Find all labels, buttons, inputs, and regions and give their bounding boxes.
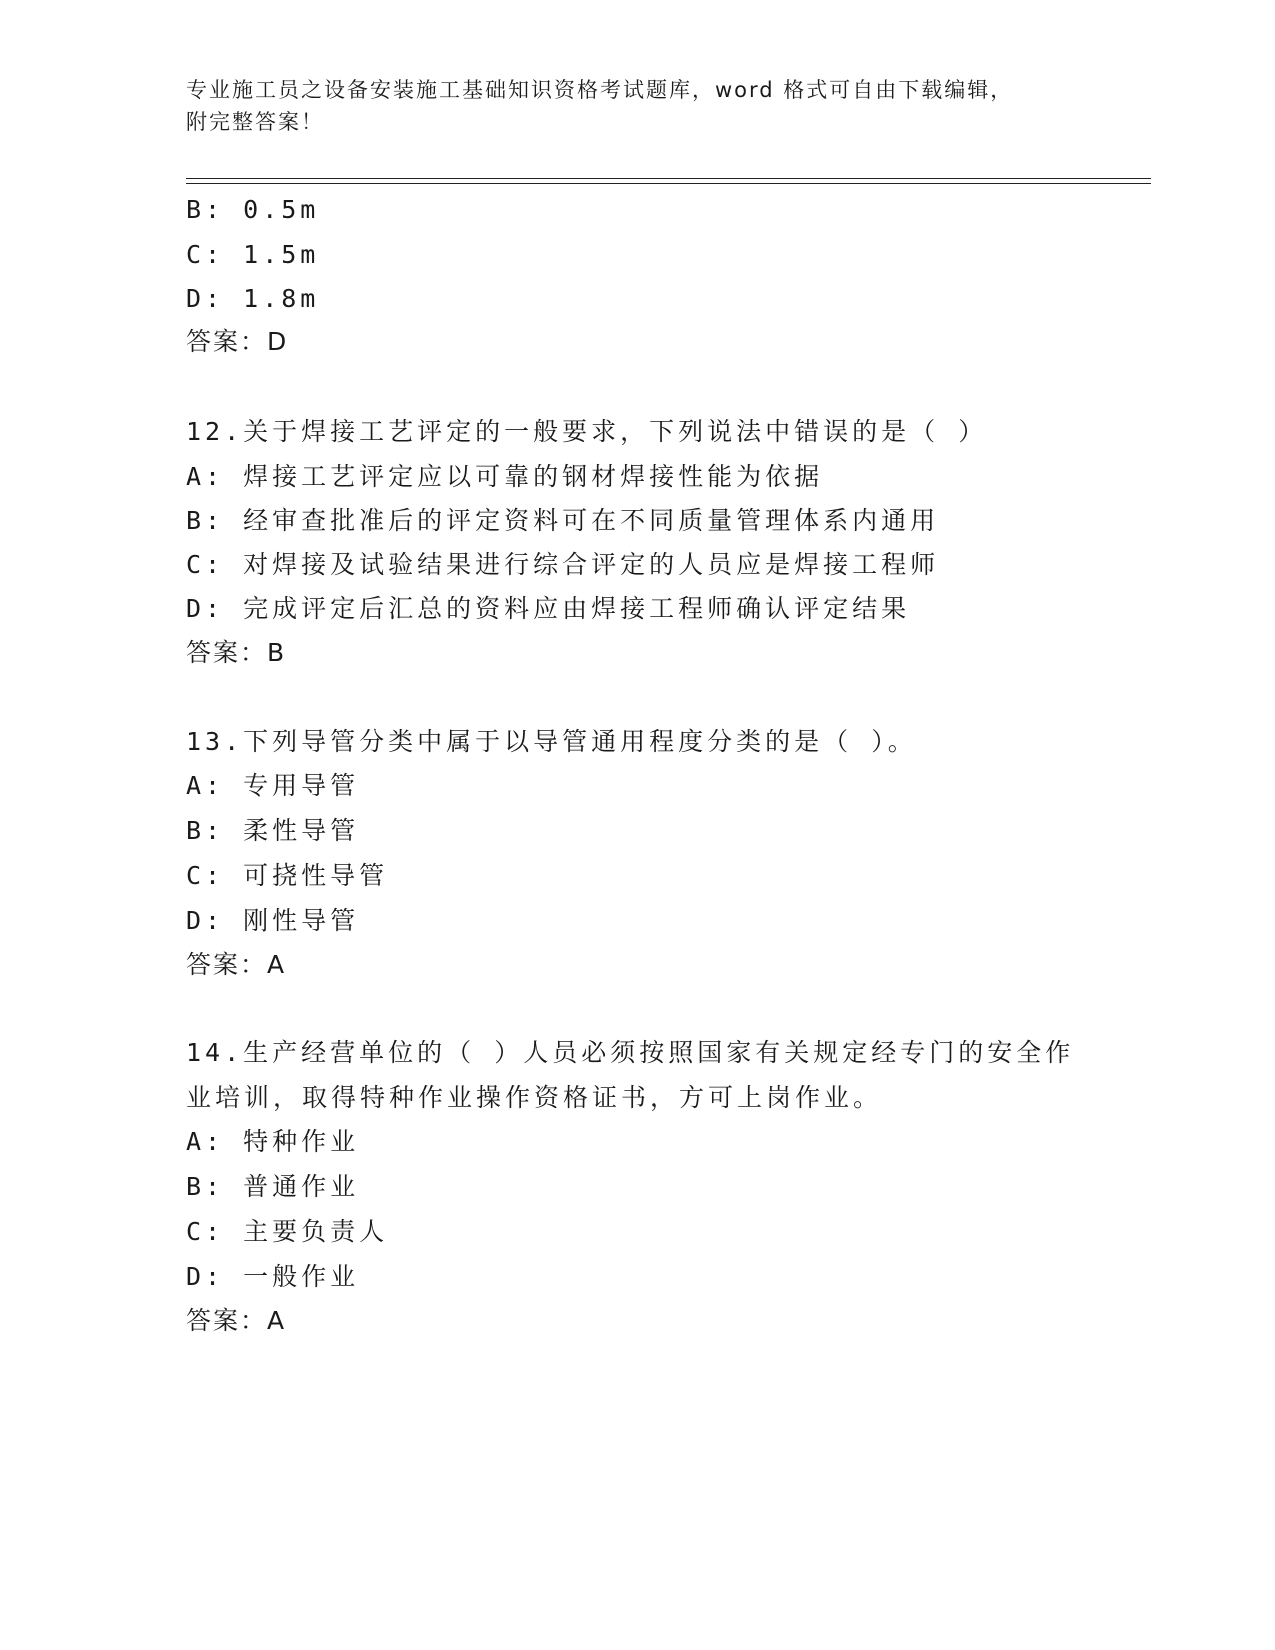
q12-option-b: B: 经审查批准后的评定资料可在不同质量管理体系内通用	[186, 506, 940, 535]
header-rule-bottom	[186, 183, 1151, 184]
question-14-line-2: 业培训，取得特种作业操作资格证书，方可上岗作业。	[186, 1083, 883, 1112]
question-12: 12.关于焊接工艺评定的一般要求，下列说法中错误的是（ ）	[186, 417, 988, 446]
q12-option-d: D: 完成评定后汇总的资料应由焊接工程师确认评定结果	[186, 594, 911, 623]
q13-option-d: D: 刚性导管	[186, 906, 360, 935]
question-13: 13.下列导管分类中属于以导管通用程度分类的是（ ）。	[186, 727, 917, 756]
option-b: B: 0.5m	[186, 195, 320, 224]
header-rule-top	[186, 178, 1151, 179]
q12-answer: 答案：B	[186, 638, 287, 667]
option-d: D: 1.8m	[186, 284, 320, 313]
q12-option-c: C: 对焊接及试验结果进行综合评定的人员应是焊接工程师	[186, 550, 940, 579]
q14-answer: 答案：A	[186, 1306, 287, 1335]
q14-option-d: D: 一般作业	[186, 1262, 360, 1291]
answer-label: 答案：D	[186, 327, 289, 356]
header-line-1: 专业施工员之设备安装施工基础知识资格考试题库，word 格式可自由下载编辑，	[186, 78, 1014, 102]
header-line-2: 附完整答案！	[186, 110, 324, 134]
q13-option-b: B: 柔性导管	[186, 816, 360, 845]
q13-option-c: C: 可挠性导管	[186, 861, 389, 890]
document-header	[186, 74, 1066, 138]
option-c: C: 1.5m	[186, 240, 320, 269]
q14-option-a: A: 特种作业	[186, 1127, 360, 1156]
question-14-line-1: 14.生产经营单位的（ ）人员必须按照国家有关规定经专门的安全作	[186, 1038, 1075, 1067]
q12-option-a: A: 焊接工艺评定应以可靠的钢材焊接性能为依据	[186, 462, 824, 491]
q13-option-a: A: 专用导管	[186, 771, 360, 800]
q14-option-b: B: 普通作业	[186, 1172, 360, 1201]
q14-option-c: C: 主要负责人	[186, 1217, 389, 1246]
q13-answer: 答案：A	[186, 950, 287, 979]
